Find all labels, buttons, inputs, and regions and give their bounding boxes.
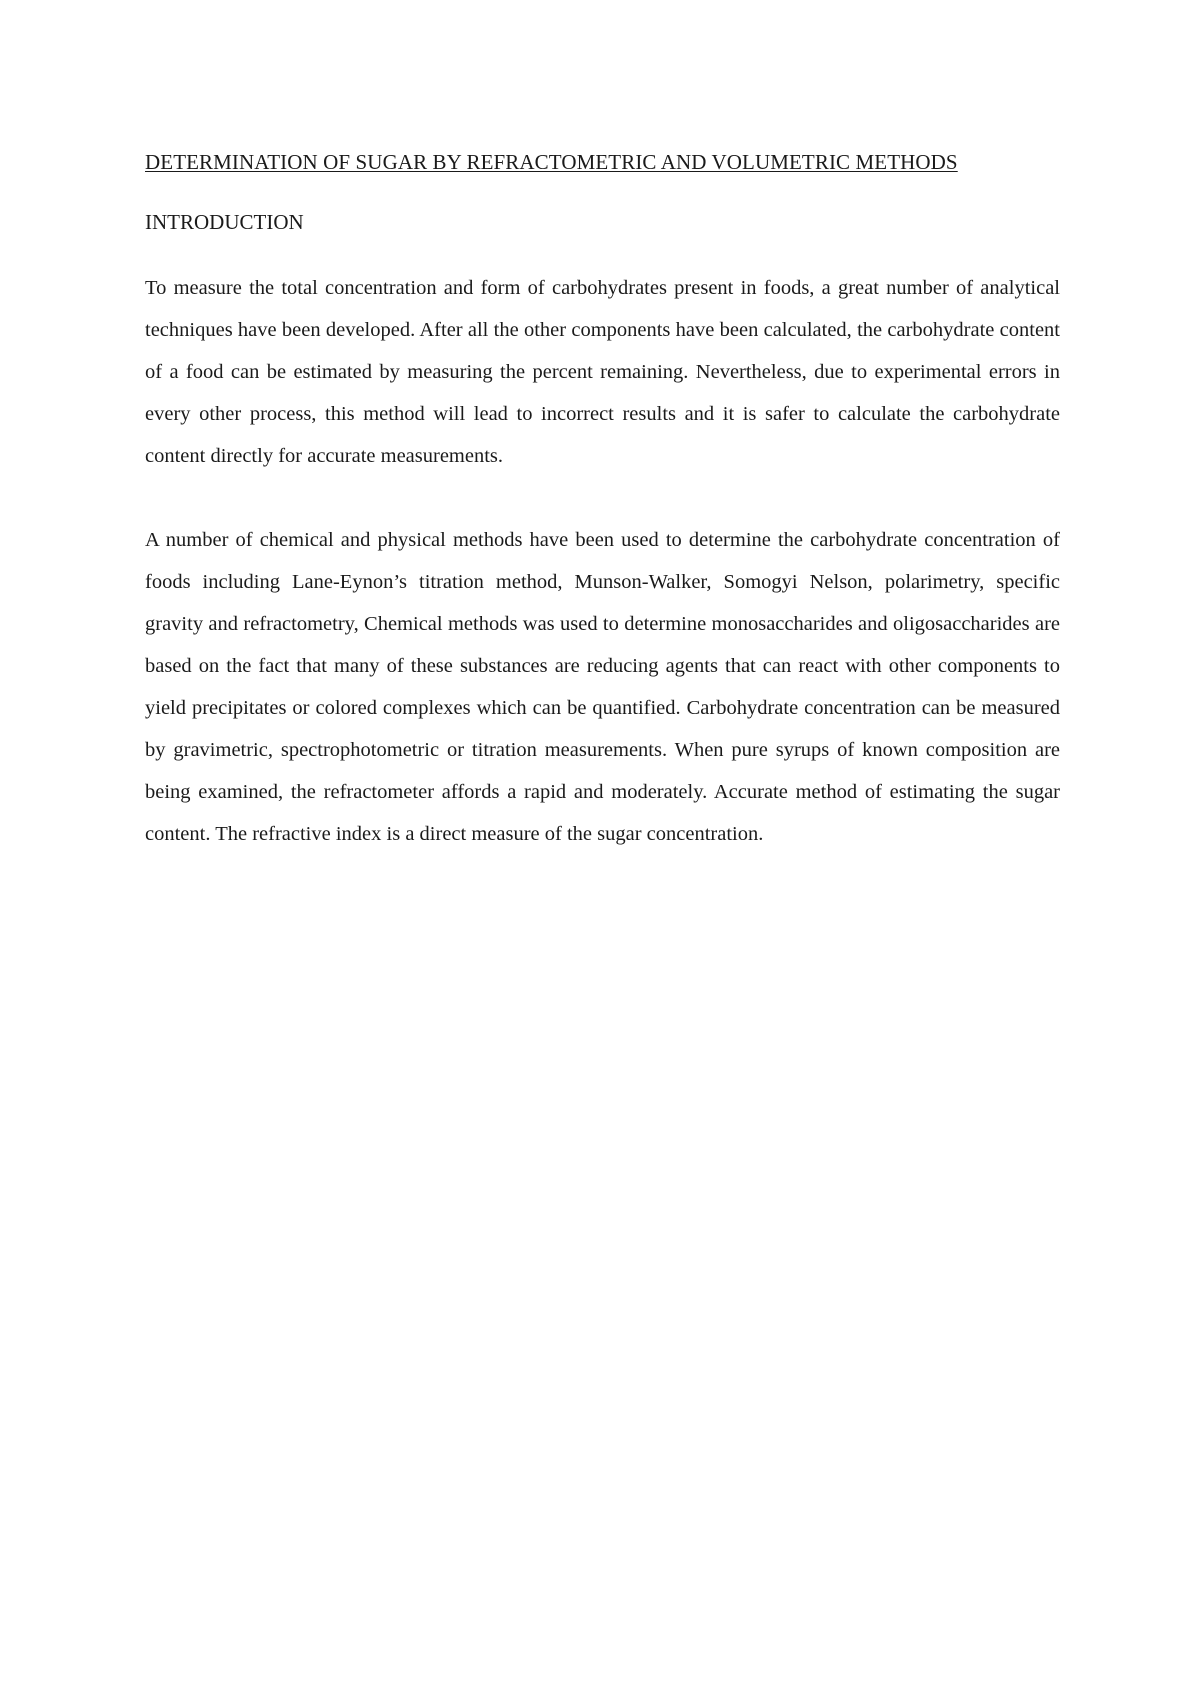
paragraph-1: To measure the total concentration and form of carbohydrates present in foods, a great number of analytical techniques have been developed. After all the other components have been calculated, the carbohydrate content of a food can be estimated by measuring the percent remaining. Nevertheless, due to experimental errors in every other process, this method will lead to incorrect results and it is safer to calculate the carbohydrate content directly for accurate measurements. <box>145 277 1060 467</box>
document-title: DETERMINATION OF SUGAR BY REFRACTOMETRIC AND VOLUMETRIC METHODS <box>145 150 958 174</box>
document-content <box>145 147 1060 855</box>
section-heading-introduction: INTRODUCTION <box>145 210 304 234</box>
paragraph-2: A number of chemical and physical methods have been used to determine the carbohydrate concentration of foods including Lane-Eynon’s titration method, Munson-Walker, Somogyi Nelson, polarimetry, specific gravity and refractometry, Chemical methods was used to determine monosaccharides and oligosaccharides are based on the fact that many of these substances are reducing agents that can react with other components to yield precipitates or colored complexes which can be quantified. Carbohydrate concentration can be measured by gravimetric, spectrophotometric or titration measurements. When pure syrups of known composition are being examined, the refractometer affords a rapid and moderately. Accurate method of estimating the sugar content. The refractive index is a direct measure of the sugar concentration. <box>145 529 1060 845</box>
